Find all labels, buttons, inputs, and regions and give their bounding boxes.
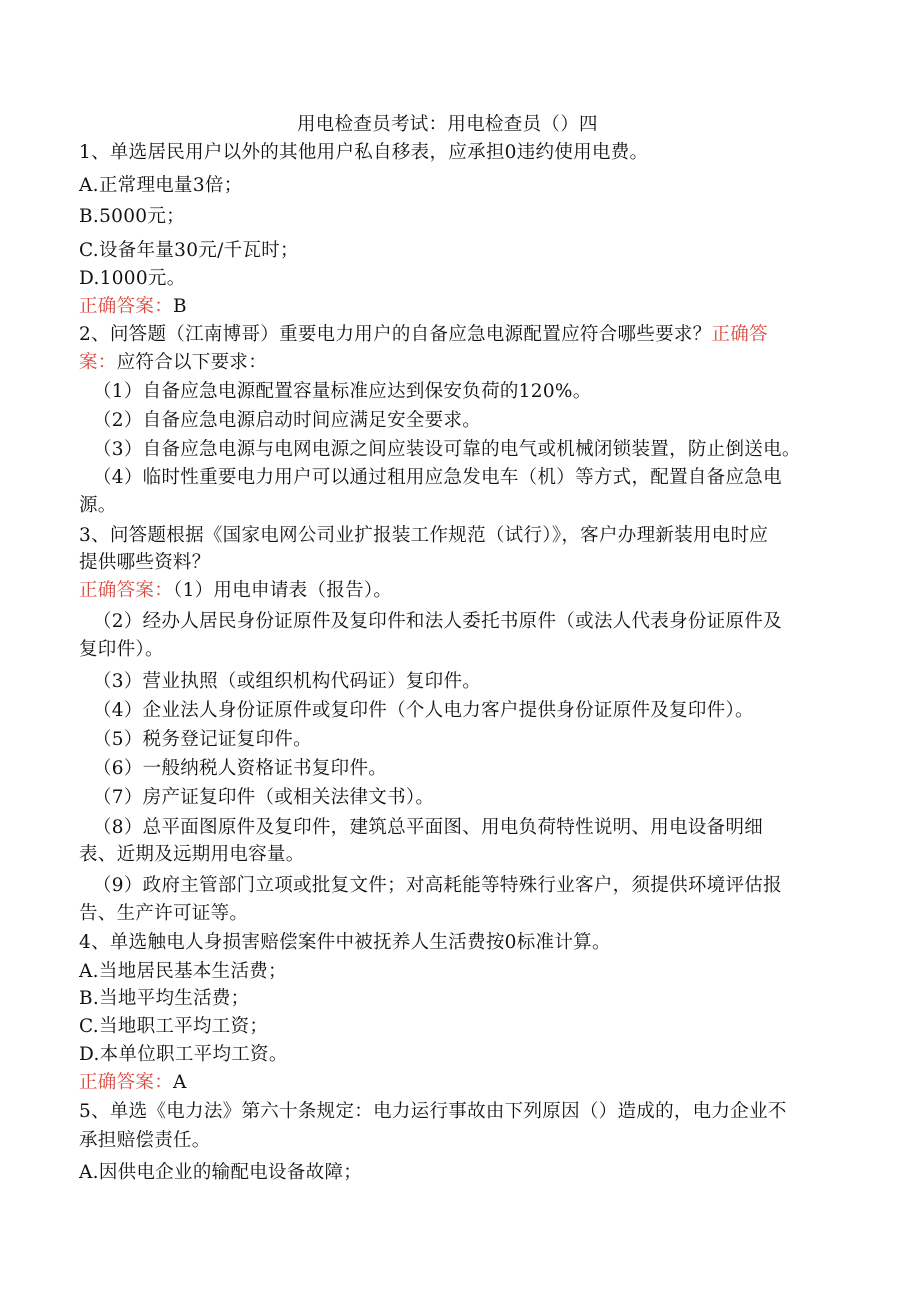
q3-item-2-line2: 复印件）。 xyxy=(79,639,164,660)
q3-item-6: （6）一般纳税人资格证书复印件。 xyxy=(93,758,388,779)
q2-item-1: （1）自备应急电源配置容量标准应达到保安负荷的120%。 xyxy=(93,381,592,402)
q3-item-5: （5）税务登记证复印件。 xyxy=(93,729,312,750)
answer-label: 正确答案： xyxy=(79,1072,174,1093)
q3-item-9-line1: （9）政府主管部门立项或批复文件；对高耗能等特殊行业客户，须提供环境评估报 xyxy=(93,875,782,896)
q4-answer-line xyxy=(79,1070,187,1096)
q1-option-c: C.设备年量30元/千瓦时； xyxy=(79,240,299,261)
q5-stem-line2: 承担赔偿责任。 xyxy=(79,1130,211,1151)
q3-item-7: （7）房产证复印件（或相关法律文书）。 xyxy=(93,787,435,808)
q2-stem: 2、问答题（江南博哥）重要电力用户的自备应急电源配置应符合哪些要求？ xyxy=(79,324,712,345)
q3-stem-line1: 3、问答题根据《国家电网公司业扩报装工作规范（试行）》，客户办理新装用电时应 xyxy=(79,525,769,546)
q4-option-c: C.当地职工平均工资； xyxy=(79,1016,269,1037)
q5-option-a: A.因供电企业的输配电设备故障； xyxy=(79,1162,363,1183)
answer-value: A xyxy=(173,1072,187,1093)
answer-label: 正确答案： xyxy=(79,296,174,317)
q1-option-b: B.5000元； xyxy=(79,206,185,227)
q2-item-2: （2）自备应急电源启动时间应满足安全要求。 xyxy=(93,410,482,431)
q1-option-a: A.正常理电量3倍； xyxy=(79,175,243,196)
q4-option-a: A.当地居民基本生活费； xyxy=(79,961,287,982)
answer-label: 正确答 xyxy=(711,324,768,345)
q2-item-4-cont: 源。 xyxy=(79,495,117,516)
q3-stem-line2: 提供哪些资料？ xyxy=(79,552,211,573)
q1-option-d: D.1000元。 xyxy=(79,268,186,289)
q4-option-b: B.当地平均生活费； xyxy=(79,988,250,1009)
q1-stem: 1、单选居民用户以外的其他用户私自移表，应承担0违约使用电费。 xyxy=(79,142,649,163)
q4-option-d: D.本单位职工平均工资。 xyxy=(79,1044,288,1065)
document-title: 用电检查员考试：用电检查员（）四 xyxy=(297,114,598,135)
q2-answer-line xyxy=(79,350,267,376)
q3-item-8-line1: （8）总平面图原件及复印件，建筑总平面图、用电负荷特性说明、用电设备明细 xyxy=(93,817,764,838)
q3-item-4: （4）企业法人身份证原件或复印件（个人电力客户提供身份证原件及复印件）。 xyxy=(93,700,754,721)
q2-answer-intro: 应符合以下要求： xyxy=(116,352,268,373)
answer-label: 案： xyxy=(79,352,117,373)
q3-item-8-line2: 表、近期及远期用电容量。 xyxy=(79,844,305,865)
q2-item-3: （3）自备应急电源与电网电源之间应装设可靠的电气或机械闭锁装置，防止倒送电。 xyxy=(93,439,801,460)
q3-item-3: （3）营业执照（或组织机构代码证）复印件。 xyxy=(93,671,482,692)
q4-stem: 4、单选触电人身损害赔偿案件中被抚养人生活费按0标准计算。 xyxy=(79,932,611,953)
answer-value: B xyxy=(173,296,187,317)
q2-stem-line1 xyxy=(79,322,768,348)
q3-answer-line xyxy=(79,578,392,604)
q3-item-1: （1）用电申请表（报告）。 xyxy=(173,580,393,601)
q3-item-9-line2: 告、生产许可证等。 xyxy=(79,903,249,924)
answer-label: 正确答案： xyxy=(79,580,174,601)
q2-item-4: （4）临时性重要电力用户可以通过租用应急发电车（机）等方式，配置自备应急电 xyxy=(93,467,782,488)
q5-stem-line1: 5、单选《电力法》第六十条规定：电力运行事故由下列原因（）造成的，电力企业不 xyxy=(79,1101,787,1122)
q1-answer-line xyxy=(79,294,187,320)
q3-item-2-line1: （2）经办人居民身份证原件及复印件和法人委托书原件（或法人代表身份证原件及 xyxy=(93,611,782,632)
